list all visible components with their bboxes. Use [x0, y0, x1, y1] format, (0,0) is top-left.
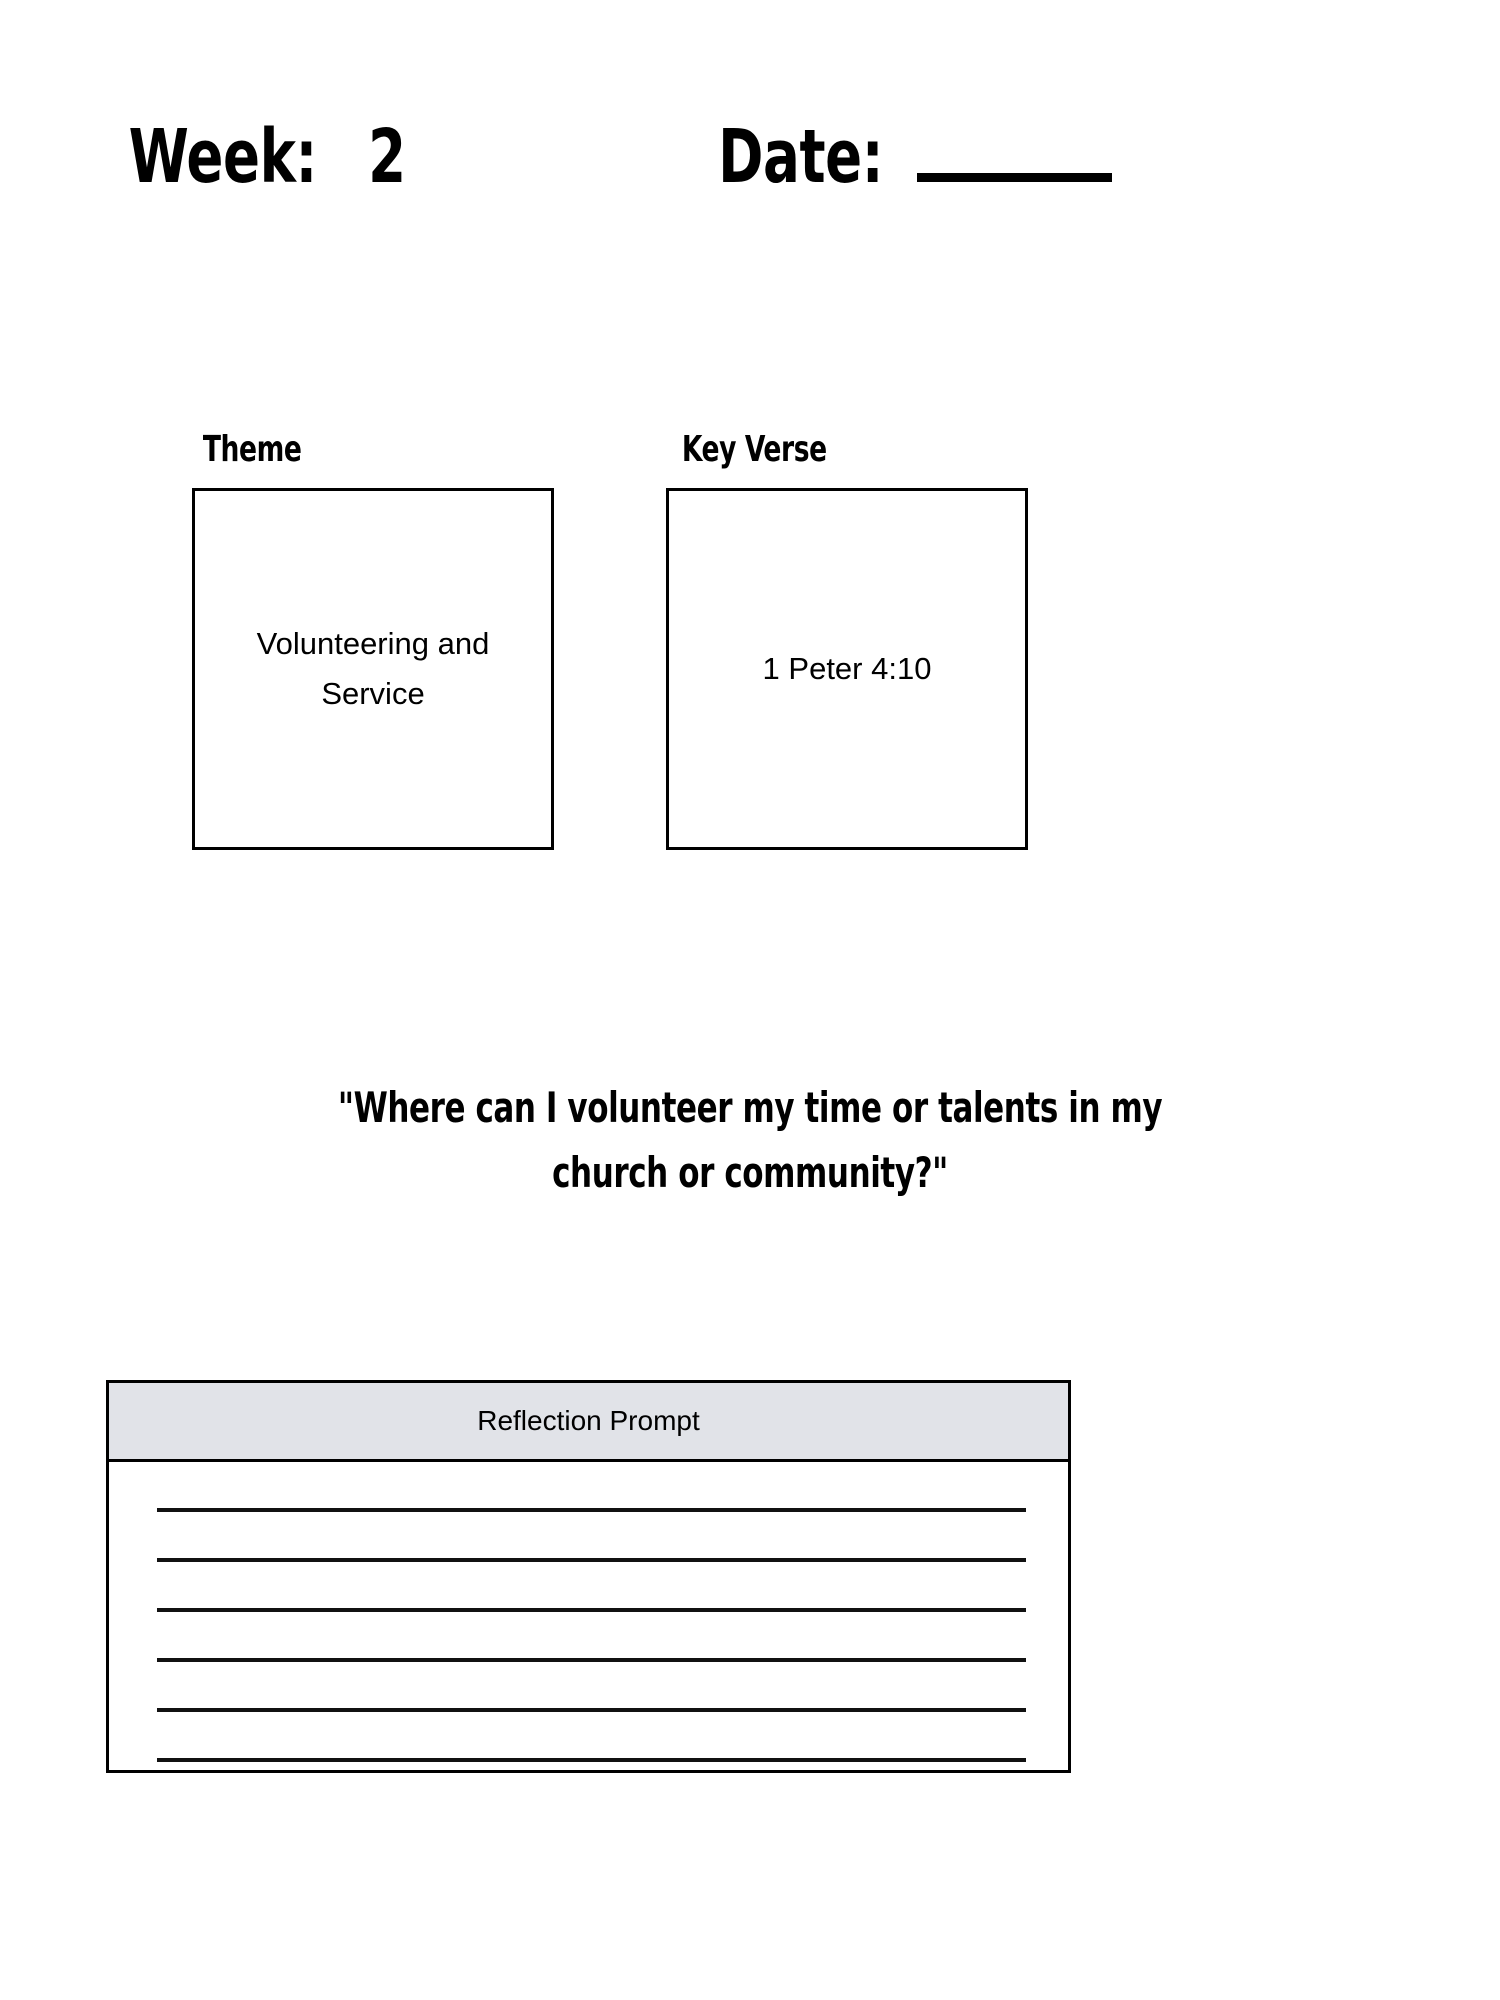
key-verse-box[interactable] — [666, 488, 1028, 850]
theme-caption: Theme — [202, 429, 302, 470]
writing-line[interactable] — [157, 1558, 1026, 1562]
writing-line[interactable] — [157, 1758, 1026, 1762]
key-verse-box-column — [666, 429, 1028, 850]
header-row — [0, 114, 1500, 240]
theme-box[interactable] — [192, 488, 554, 850]
writing-line[interactable] — [157, 1658, 1026, 1662]
date-input-blank[interactable] — [917, 121, 1112, 182]
writing-line[interactable] — [157, 1708, 1026, 1712]
theme-box-text: Volunteering and Service — [256, 625, 490, 711]
week-label: Week: — [128, 114, 317, 200]
theme-box-column — [192, 429, 554, 850]
reflection-prompt-header-label: Reflection Prompt — [477, 1405, 700, 1436]
date-field — [700, 114, 1112, 200]
quote-line-1: "Where can I volunteer my time or talents in my — [337, 1083, 1163, 1132]
key-verse-caption: Key Verse — [681, 429, 827, 470]
week-field — [108, 114, 409, 200]
reflection-prompt-header — [109, 1383, 1068, 1462]
reflection-prompt-writing-area[interactable] — [109, 1462, 1068, 1770]
writing-line[interactable] — [157, 1608, 1026, 1612]
week-value[interactable]: 2 — [367, 114, 406, 200]
quote-line-2: church or community?" — [552, 1148, 948, 1198]
reflection-prompt-table — [106, 1380, 1071, 1773]
date-label: Date: — [718, 114, 884, 200]
writing-line[interactable] — [157, 1508, 1026, 1512]
key-verse-box-text: 1 Peter 4:10 — [762, 650, 932, 686]
reflection-question-quote — [150, 1075, 1350, 1205]
